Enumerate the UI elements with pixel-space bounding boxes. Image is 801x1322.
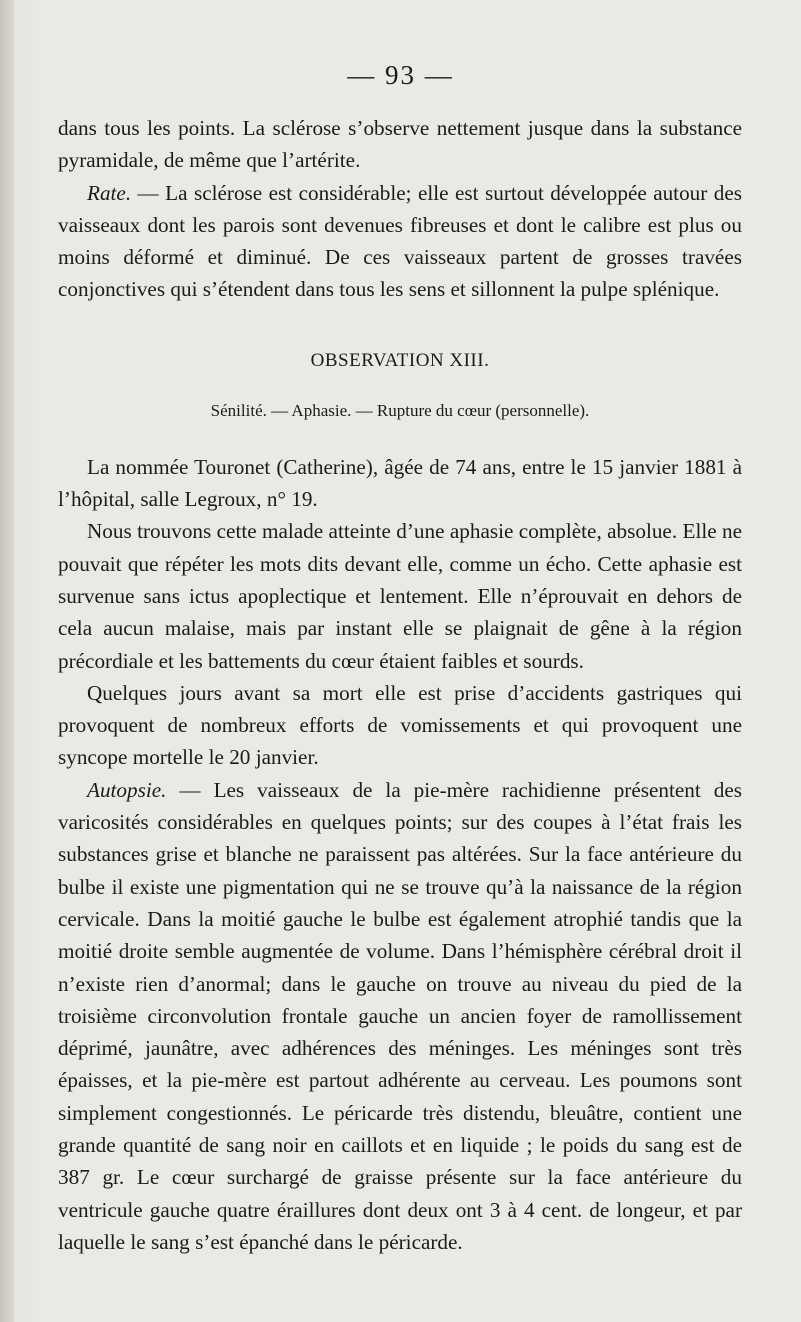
paragraph-lead-rate: Rate. [87, 180, 132, 205]
paragraph-text: Quelques jours avant sa mort elle est prise d’accidents gastriques qui provoquent de nombreux efforts de vomissements et qui provoquent une syncope mortelle le 20 janvier. [58, 680, 742, 770]
page-body [58, 112, 742, 1258]
observation-title: OBSERVATION XIII. [310, 349, 490, 371]
page-number: — 93 — [347, 60, 454, 90]
paragraph-autopsie [58, 774, 742, 1258]
paragraph-text: dans tous les points. La sclérose s’observe nettement jusque dans la substance pyramidale, de même que l’artérite. [58, 116, 742, 173]
paragraph-text: — Les vaisseaux de la pie-mère rachidienne présentent des varicosités considérables en quelques points; sur des coupes à l’état frais les substances grise et blanche ne paraissent pas altérées. Sur la face antérieure du bulbe il existe une pigmentation qui ne se trouve qu’à la naissance de la région cervicale. Dans la moitié gauche le bulbe est également atrophié tandis que la moitié droite semble augmentée de volume. Dans l’hémisphère cérébral droit il n’existe rien d’anormal; dans le gauche on trouve au niveau du pied de la troisième circonvolution frontale gauche un ancien foyer de ramollissement déprimé, jaunâtre, avec adhérences des méninges. Les méninges sont très épaisses, et la pie-mère est partout adhérente au cerveau. Les poumons sont simplement congestionnés. Le péricarde très distendu, bleuâtre, contient une grande quantité de sang noir en caillots et en liquide ; le poids du sang est de 387 gr. Le cœur surchargé de graisse présente sur la face antérieure du ventricule gauche quatre éraillures dont deux ont 3 à 4 cent. de longeur, et par laquelle le sang s’est épanché dans le péricarde. [58, 777, 742, 1254]
paragraph-text: Nous trouvons cette malade atteinte d’une aphasie complète, absolue. Elle ne pouvait que répéter les mots dits devant elle, comme un écho. Cette aphasie est survenue sans ictus apoplectique et lentement. Elle n’éprouvait en dehors de cela aucun malaise, mais par instant elle se plaignait de gêne à la région précordiale et les battements du cœur étaient faibles et sourds. [58, 519, 742, 673]
paragraph-text: — La sclérose est considérable; elle est surtout développée autour des vaisseaux dont les parois sont devenues fibreuses et dont le calibre est plus ou moins déformé et diminué. De ces vaisseaux partent de grosses travées conjonctives qui s’étendent dans tous les sens et sillonnent la pulpe splénique. [58, 180, 742, 302]
observation-subtitle: Sénilité. — Aphasie. — Rupture du cœur (personnelle). [210, 400, 590, 420]
page-spine-shadow [0, 0, 14, 1322]
paragraph-text: La nommée Touronet (Catherine), âgée de 74 ans, entre le 15 janvier 1881 à l’hôpital, salle Legroux, n° 19. [58, 454, 742, 512]
paragraph-rate [58, 177, 742, 306]
paragraph-sclerose [58, 112, 742, 177]
paragraph-patient [58, 451, 742, 516]
paragraph-deces [58, 677, 742, 774]
paragraph-aphasie [58, 515, 742, 676]
paragraph-lead-autopsie: Autopsie. [87, 777, 167, 802]
